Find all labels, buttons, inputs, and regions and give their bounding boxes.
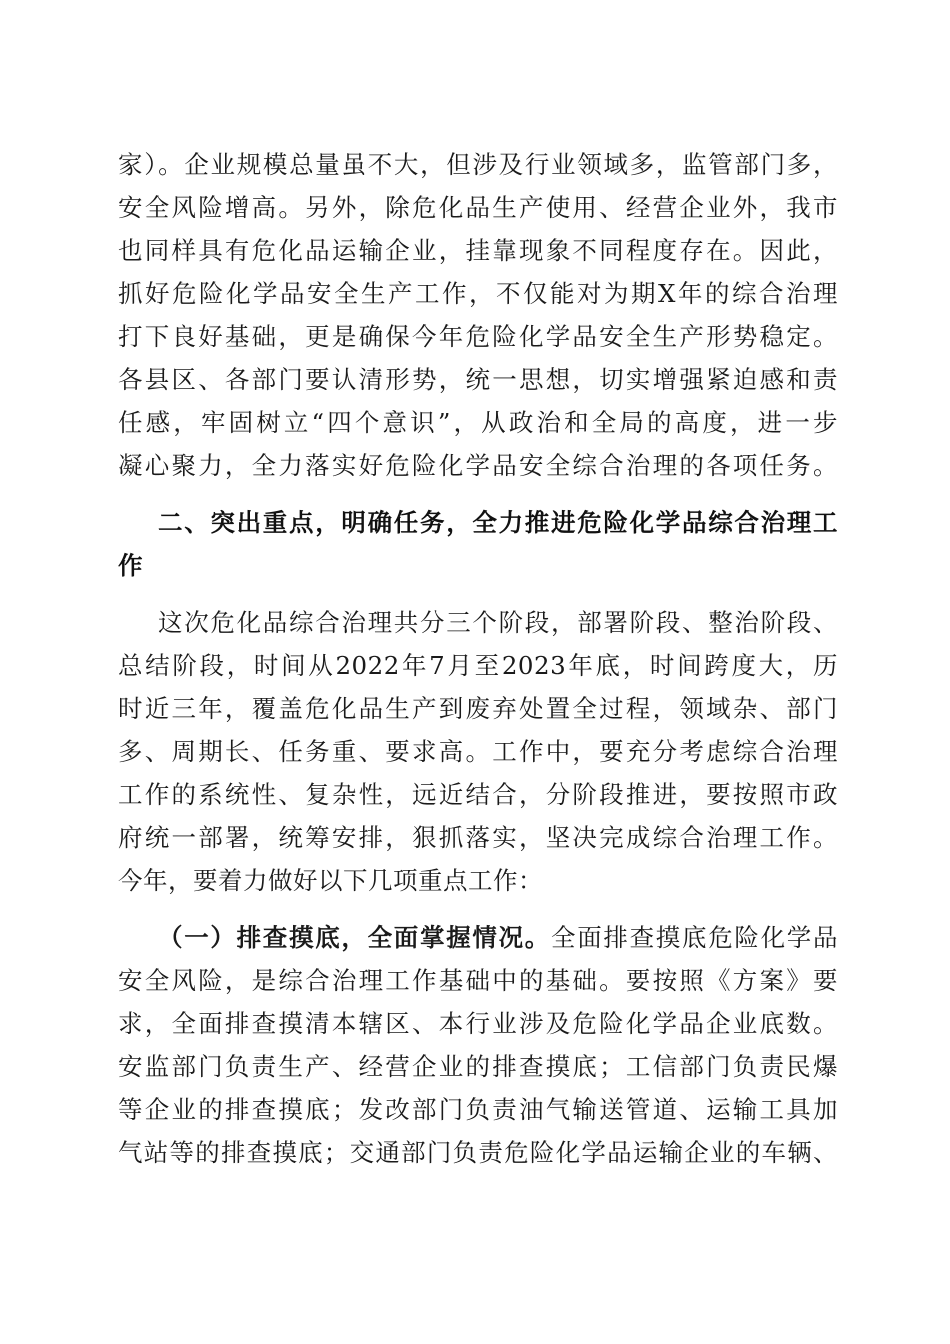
body-line: 府统一部署，统筹安排，狠抓落实，坚决完成综合治理工作。: [118, 823, 838, 852]
body-line: 安全风险，是综合治理工作基础中的基础。要按照《方案》要: [118, 966, 838, 995]
body-line: 气站等的排查摸底；交通部门负责危险化学品运输企业的车辆、: [118, 1138, 838, 1167]
body-line: 打下良好基础，更是确保今年危险化学品安全生产形势稳定。: [118, 322, 838, 351]
body-line: 等企业的排查摸底；发改部门负责油气输送管道、运输工具加: [118, 1095, 838, 1124]
body-text: 全面排查摸底危险化学品: [551, 923, 838, 952]
body-line: 安全风险增高。另外，除危化品生产使用、经营企业外，我市: [118, 193, 838, 222]
body-line: 抓好危险化学品安全生产工作，不仅能对为期X年的综合治理: [118, 279, 838, 308]
section-heading-continuation: 作: [118, 551, 143, 580]
body-line: 总结阶段，时间从2022年7月至2023年底，时间跨度大，历: [118, 651, 838, 680]
body-line: 求，全面排查摸清本辖区、本行业涉及危险化学品企业底数。: [118, 1009, 838, 1038]
body-line: 工作的系统性、复杂性，远近结合，分阶段推进，要按照市政: [118, 780, 838, 809]
section-heading: 二、突出重点，明确任务，全力推进危险化学品综合治理工: [158, 508, 838, 537]
body-line: 家）。企业规模总量虽不大，但涉及行业领域多，监管部门多，: [118, 150, 838, 179]
body-line: 各县区、各部门要认清形势，统一思想，切实增强紧迫感和责: [118, 365, 838, 394]
body-line: 任感，牢固树立“四个意识”，从政治和全局的高度，进一步: [118, 408, 838, 437]
body-line: 时近三年，覆盖危化品生产到废弃处置全过程，领域杂、部门: [118, 694, 838, 723]
body-line: 多、周期长、任务重、要求高。工作中，要充分考虑综合治理: [118, 737, 838, 766]
body-line: 也同样具有危化品运输企业，挂靠现象不同程度存在。因此，: [118, 236, 838, 265]
subsection-heading: （一）排查摸底，全面掌握情况。: [158, 923, 551, 952]
body-line: 凝心聚力，全力落实好危险化学品安全综合治理的各项任务。: [118, 451, 838, 480]
body-line: 安监部门负责生产、经营企业的排查摸底；工信部门负责民爆: [118, 1052, 838, 1081]
body-line: 这次危化品综合治理共分三个阶段，部署阶段、整治阶段、: [158, 608, 838, 637]
body-line: 今年，要着力做好以下几项重点工作：: [118, 866, 543, 895]
subsection-line: [158, 923, 838, 953]
